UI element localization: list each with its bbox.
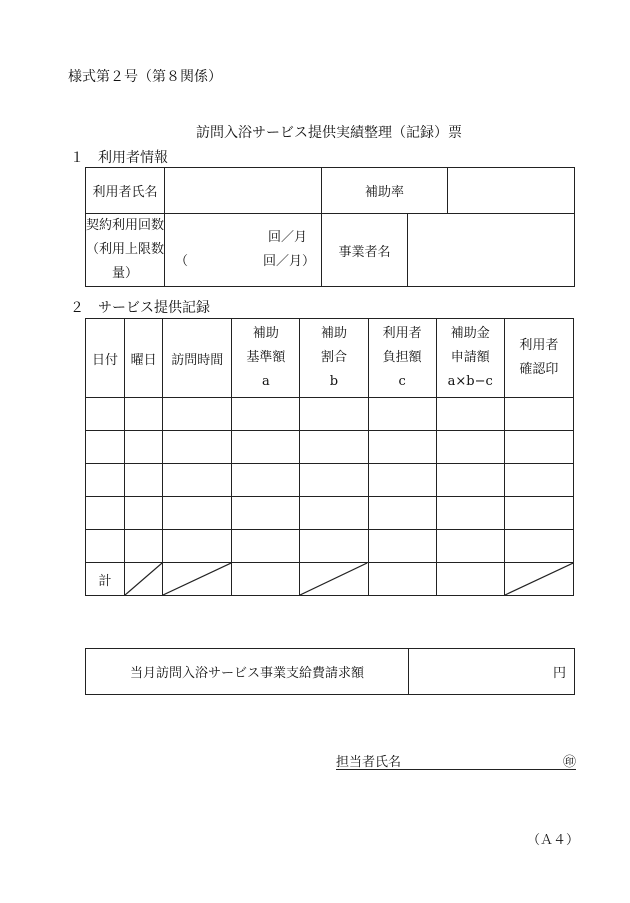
header-confirm-line2: 確認印 [519,362,559,377]
section2-heading: ２ サービス提供記録 [70,300,210,316]
total-label: 計 [86,563,125,596]
cell-confirm[interactable] [504,398,573,431]
header-user-burden [368,319,436,398]
cell-base-amount[interactable] [232,530,300,563]
cell-weekday[interactable] [125,398,163,431]
diagonal-slash [300,563,367,595]
cell-confirm[interactable] [504,497,573,530]
header-user-confirm-seal [504,319,573,398]
monthly-claim-label: 当月訪問入浴サービス事業支給費請求額 [86,649,409,695]
cell-visit-time[interactable] [163,431,232,464]
cell-weekday[interactable] [125,497,163,530]
user-name-label: 利用者氏名 [86,168,165,214]
header-ratio-line3: b [329,374,339,389]
contract-count-label-cell [86,214,165,287]
cell-base-amount[interactable] [232,464,300,497]
count-unit-monthly: 回／月 [267,230,307,245]
cell-ratio[interactable] [300,398,368,431]
table-row [86,398,574,431]
monthly-claim-table [85,648,575,695]
cell-visit-time[interactable] [163,398,232,431]
total-ratio-struck [300,563,368,596]
monthly-claim-field[interactable] [409,649,575,695]
header-date: 日付 [86,319,125,398]
usage-limit-label: （利用上限数量） [86,242,165,281]
cell-claim[interactable] [436,530,504,563]
cell-burden[interactable] [368,464,436,497]
cell-visit-time[interactable] [163,497,232,530]
limit-unit-monthly: 回／月） [262,254,315,269]
cell-claim[interactable] [436,464,504,497]
cell-claim[interactable] [436,398,504,431]
contract-count-label: 契約利用回数 [86,218,165,233]
header-claim-line3: a×b−c [447,374,493,389]
table-row [86,497,574,530]
cell-weekday[interactable] [125,464,163,497]
header-base-line3: a [261,374,270,389]
cell-weekday[interactable] [125,530,163,563]
cell-claim[interactable] [436,497,504,530]
cell-date[interactable] [86,398,125,431]
paper-size-label: （Ａ４） [527,833,580,848]
header-ratio-line1: 補助 [320,326,347,341]
header-claim-line2: 申請額 [450,350,490,365]
document-title: 訪問入浴サービス提供実績整理（記録）票 [196,125,462,141]
paren-open: （ [175,254,189,269]
table-row [86,431,574,464]
form-number: 様式第２号（第８関係） [68,69,222,85]
cell-confirm[interactable] [504,431,573,464]
cell-base-amount[interactable] [232,497,300,530]
seal-mark: ㊞ [562,755,576,770]
total-weekday-struck [125,563,163,596]
cell-burden[interactable] [368,497,436,530]
cell-ratio[interactable] [300,497,368,530]
cell-burden[interactable] [368,431,436,464]
header-confirm-line1: 利用者 [519,338,559,353]
total-confirm-struck [504,563,573,596]
header-base-line1: 補助 [252,326,279,341]
subsidy-rate-field[interactable] [448,168,575,214]
table-row [86,464,574,497]
cell-weekday[interactable] [125,431,163,464]
total-claim[interactable] [436,563,504,596]
header-base-line2: 基準額 [246,350,286,365]
cell-ratio[interactable] [300,530,368,563]
header-claim-amount [436,319,504,398]
header-burden-line3: c [398,374,406,389]
cell-claim[interactable] [436,431,504,464]
staff-name-label: 担当者氏名 [336,755,402,770]
header-burden-line1: 利用者 [382,326,422,341]
cell-confirm[interactable] [504,464,573,497]
cell-visit-time[interactable] [163,530,232,563]
cell-confirm[interactable] [504,530,573,563]
section1-heading: １ 利用者情報 [70,150,168,166]
diagonal-slash [125,563,162,595]
cell-date[interactable] [86,497,125,530]
contract-count-field[interactable] [165,214,322,287]
user-name-field[interactable] [165,168,322,214]
cell-burden[interactable] [368,530,436,563]
user-info-table [85,167,575,287]
cell-burden[interactable] [368,398,436,431]
header-claim-line1: 補助金 [450,326,490,341]
total-burden[interactable] [368,563,436,596]
subsidy-rate-label: 補助率 [322,168,448,214]
staff-name-field[interactable] [336,751,576,770]
cell-date[interactable] [86,431,125,464]
header-weekday: 曜日 [125,319,163,398]
header-base-amount [232,319,300,398]
cell-date[interactable] [86,530,125,563]
cell-visit-time[interactable] [163,464,232,497]
cell-ratio[interactable] [300,464,368,497]
total-time-struck [163,563,232,596]
total-row [86,563,574,596]
cell-base-amount[interactable] [232,431,300,464]
table-row [86,530,574,563]
header-visit-time: 訪問時間 [163,319,232,398]
yen-unit: 円 [552,666,566,681]
header-burden-line2: 負担額 [382,350,422,365]
cell-ratio[interactable] [300,431,368,464]
provider-name-field[interactable] [408,214,575,287]
diagonal-slash [505,563,573,595]
cell-base-amount[interactable] [232,398,300,431]
diagonal-slash [163,563,231,595]
service-record-table [85,318,574,596]
total-base-amount[interactable] [232,563,300,596]
provider-name-label: 事業者名 [322,214,408,287]
cell-date[interactable] [86,464,125,497]
header-ratio-line2: 割合 [320,350,347,365]
header-subsidy-ratio [300,319,368,398]
